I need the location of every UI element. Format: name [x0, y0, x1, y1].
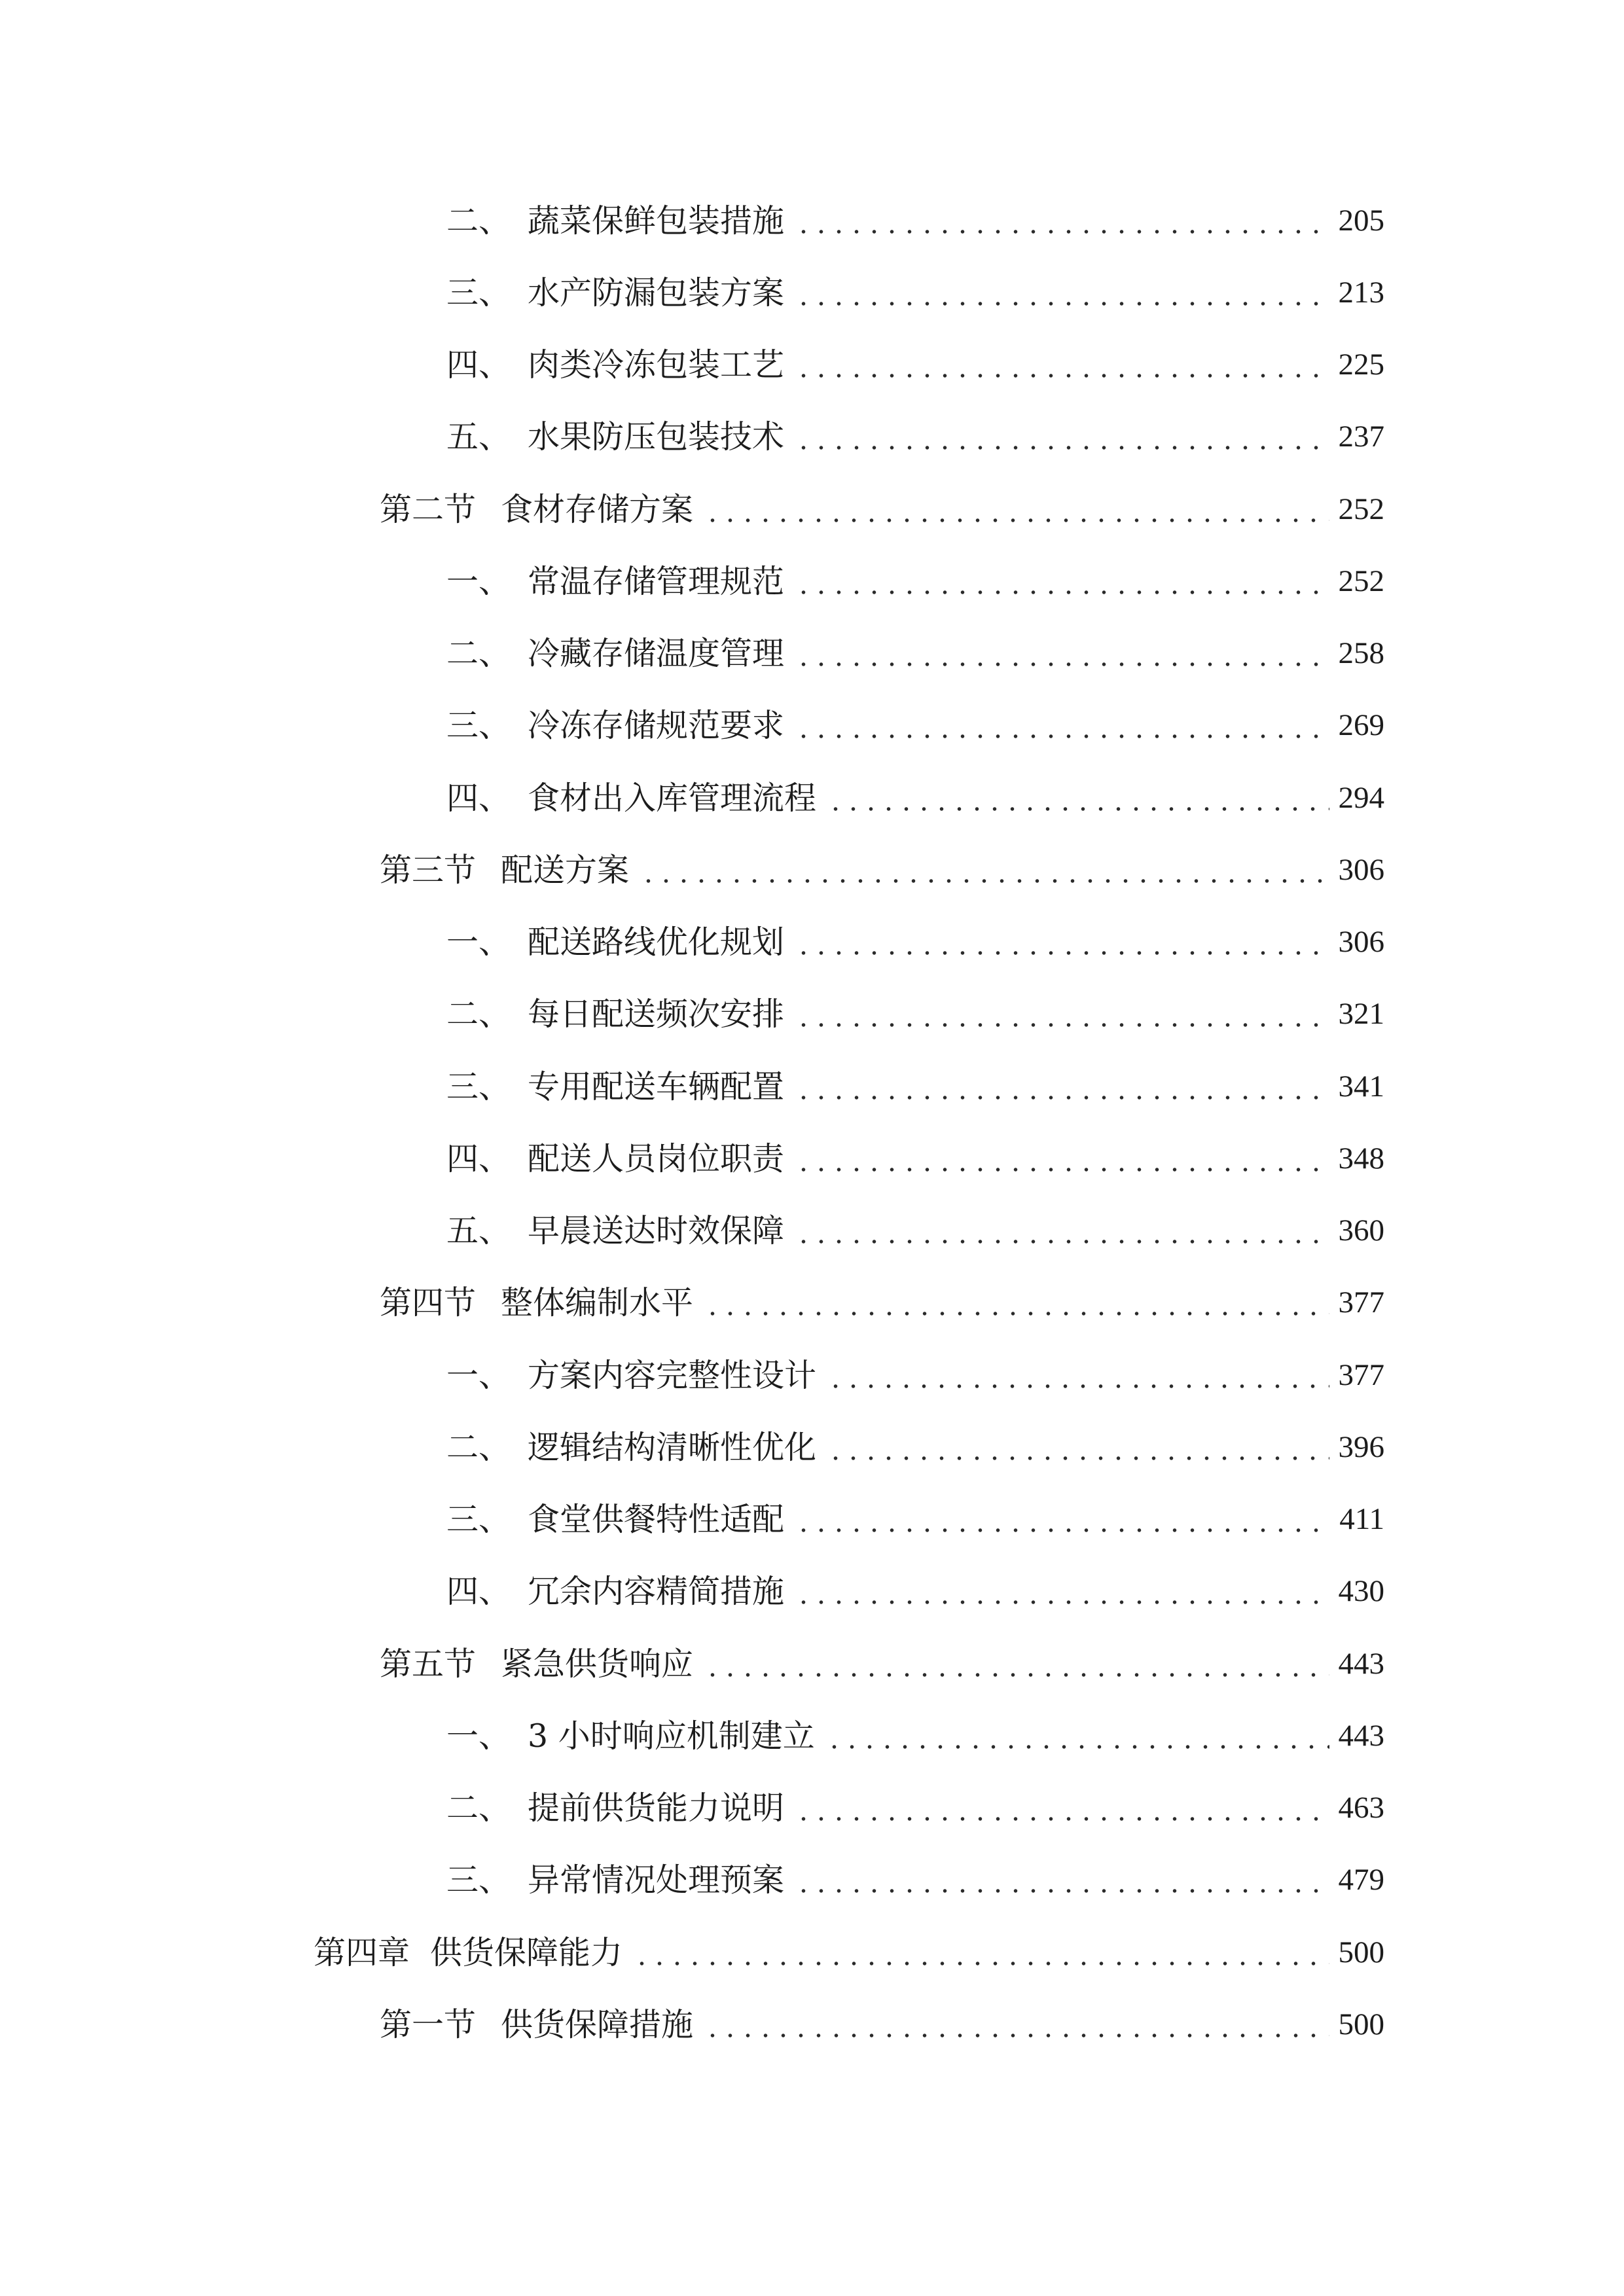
dot-leader	[795, 277, 1329, 309]
toc-item-page: 341	[1338, 1069, 1384, 1103]
toc-item-title: 肉类冷冻包装工艺	[528, 346, 785, 384]
toc-section-number: 第一节	[380, 2005, 477, 2043]
dot-leader	[795, 565, 1329, 598]
toc-item-title: 早晨送达时效保障	[528, 1212, 785, 1250]
toc-item	[0, 545, 1624, 617]
toc-item-title: 水产防漏包装方案	[528, 274, 785, 312]
toc-item-page: 269	[1338, 708, 1384, 743]
toc-item-number: 二、	[446, 1428, 511, 1466]
toc-item-title: 冷藏存储温度管理	[528, 635, 785, 673]
toc-item-number: 五、	[446, 1212, 511, 1250]
toc-item-title: 每日配送频次安排	[528, 996, 785, 1033]
toc-item-number: 一、	[446, 924, 511, 961]
toc-section-title: 紧急供货响应	[501, 1645, 694, 1683]
toc-item-page: 443	[1338, 1718, 1384, 1753]
toc-item-title: 提前供货能力说明	[528, 1789, 785, 1827]
dot-leader	[795, 205, 1329, 237]
toc-item-page: 213	[1338, 275, 1384, 310]
toc-item-number: 五、	[446, 418, 511, 456]
toc-item	[0, 1122, 1624, 1194]
toc-item-page: 258	[1338, 636, 1384, 671]
toc-section-title: 供货保障措施	[501, 2005, 694, 2043]
toc-item-title: 蔬菜保鲜包装措施	[528, 202, 785, 240]
toc-item-page: 430	[1338, 1574, 1384, 1609]
toc-item	[0, 762, 1624, 834]
toc-section-title: 食材存储方案	[501, 490, 694, 528]
dot-leader	[704, 2009, 1329, 2041]
toc-item	[0, 1339, 1624, 1411]
toc-item-page: 237	[1338, 420, 1384, 454]
toc-item-page: 377	[1338, 1357, 1384, 1392]
toc-item-number: 二、	[446, 996, 511, 1033]
toc-item-title: 配送路线优化规划	[528, 924, 785, 961]
toc-item-title: 食堂供餐特性适配	[528, 1501, 785, 1539]
toc-item-number: 三、	[446, 707, 511, 745]
dot-leader	[795, 709, 1329, 742]
dot-leader	[795, 1792, 1329, 1824]
toc-item-page: 360	[1338, 1213, 1384, 1248]
toc-section-number: 第五节	[380, 1645, 477, 1683]
toc-item-page: 479	[1338, 1863, 1384, 1897]
toc-item-number: 一、	[446, 562, 511, 600]
toc-item-page: 225	[1338, 348, 1384, 382]
toc-item-page: 306	[1338, 925, 1384, 960]
toc-item-number: 四、	[446, 779, 511, 817]
toc-item-page: 348	[1338, 1141, 1384, 1175]
dot-leader	[795, 998, 1329, 1030]
toc-item-title: 异常情况处理预案	[528, 1861, 785, 1899]
toc-item	[0, 1844, 1624, 1916]
toc-section-number: 第二节	[380, 490, 477, 528]
toc-section	[0, 834, 1624, 906]
toc-item	[0, 978, 1624, 1050]
toc-item-number: 二、	[446, 202, 511, 240]
toc-item	[0, 1050, 1624, 1122]
toc-chapter-title: 供货保障能力	[430, 1933, 623, 1971]
toc-item-number: 四、	[446, 1139, 511, 1177]
toc-item-page: 463	[1338, 1791, 1384, 1825]
toc-item-title: 逻辑结构清晰性优化	[528, 1428, 817, 1466]
toc-item-title: 3 小时响应机制建立	[528, 1717, 815, 1755]
dot-leader	[704, 493, 1329, 526]
dot-leader	[795, 637, 1329, 670]
toc-item	[0, 1700, 1624, 1772]
dot-leader	[795, 349, 1329, 381]
dot-leader	[795, 1071, 1329, 1103]
dot-leader	[827, 1431, 1329, 1463]
toc-item	[0, 1411, 1624, 1483]
dot-leader	[827, 782, 1329, 814]
toc-section	[0, 473, 1624, 545]
toc-section-page: 377	[1338, 1285, 1384, 1320]
toc-item	[0, 906, 1624, 978]
toc-item-title: 冷冻存储规范要求	[528, 707, 785, 745]
toc-item-number: 二、	[446, 1789, 511, 1827]
table-of-contents	[0, 185, 1624, 2061]
toc-item-page: 205	[1338, 203, 1384, 238]
toc-section-page: 306	[1338, 852, 1384, 887]
toc-section	[0, 1988, 1624, 2060]
toc-section-title: 配送方案	[501, 851, 630, 889]
toc-item-title: 常温存储管理规范	[528, 562, 785, 600]
toc-item-page: 411	[1339, 1502, 1384, 1537]
toc-item-title: 水果防压包装技术	[528, 418, 785, 456]
toc-item-title: 冗余内容精简措施	[528, 1573, 785, 1611]
toc-section-number: 第三节	[380, 851, 477, 889]
dot-leader	[795, 1575, 1329, 1607]
dot-leader	[795, 1143, 1329, 1175]
toc-item-page: 252	[1338, 564, 1384, 598]
toc-item-title: 专用配送车辆配置	[528, 1067, 785, 1105]
toc-chapter	[0, 1916, 1624, 1988]
toc-item-title: 配送人员岗位职责	[528, 1139, 785, 1177]
toc-item-number: 一、	[446, 1717, 511, 1755]
toc-item-page: 321	[1338, 997, 1384, 1031]
toc-item-number: 三、	[446, 274, 511, 312]
dot-leader	[704, 1287, 1329, 1319]
toc-chapter-page: 500	[1338, 1935, 1384, 1969]
toc-section-page: 252	[1338, 492, 1384, 526]
dot-leader	[825, 1720, 1329, 1752]
toc-item-page: 294	[1338, 780, 1384, 815]
dot-leader	[827, 1359, 1329, 1391]
toc-section-page: 500	[1338, 2007, 1384, 2041]
toc-item-number: 二、	[446, 635, 511, 673]
toc-item-number: 三、	[446, 1861, 511, 1899]
toc-item-number: 三、	[446, 1067, 511, 1105]
toc-item-number: 一、	[446, 1356, 511, 1394]
dot-leader	[795, 1864, 1329, 1896]
toc-section-page: 443	[1338, 1646, 1384, 1681]
toc-section	[0, 1628, 1624, 1700]
toc-item-title: 食材出入库管理流程	[528, 779, 817, 817]
toc-item	[0, 329, 1624, 401]
toc-section	[0, 1267, 1624, 1339]
dot-leader	[795, 1503, 1330, 1535]
toc-section-number: 第四节	[380, 1284, 477, 1322]
dot-leader	[640, 854, 1329, 886]
toc-chapter-number: 第四章	[314, 1933, 410, 1971]
dot-leader	[704, 1648, 1329, 1680]
toc-item	[0, 401, 1624, 473]
toc-item	[0, 618, 1624, 690]
toc-item-title: 方案内容完整性设计	[528, 1356, 817, 1394]
toc-item	[0, 690, 1624, 762]
dot-leader	[795, 421, 1329, 453]
toc-item	[0, 1556, 1624, 1628]
dot-leader	[795, 926, 1329, 958]
toc-item	[0, 185, 1624, 257]
toc-section-title: 整体编制水平	[501, 1284, 694, 1322]
toc-item	[0, 257, 1624, 329]
dot-leader	[633, 1937, 1329, 1969]
toc-item-number: 四、	[446, 1573, 511, 1611]
toc-item	[0, 1484, 1624, 1556]
toc-item	[0, 1772, 1624, 1844]
toc-item	[0, 1195, 1624, 1267]
toc-item-page: 396	[1338, 1429, 1384, 1464]
dot-leader	[795, 1215, 1329, 1247]
toc-item-number: 四、	[446, 346, 511, 384]
toc-item-number: 三、	[446, 1501, 511, 1539]
